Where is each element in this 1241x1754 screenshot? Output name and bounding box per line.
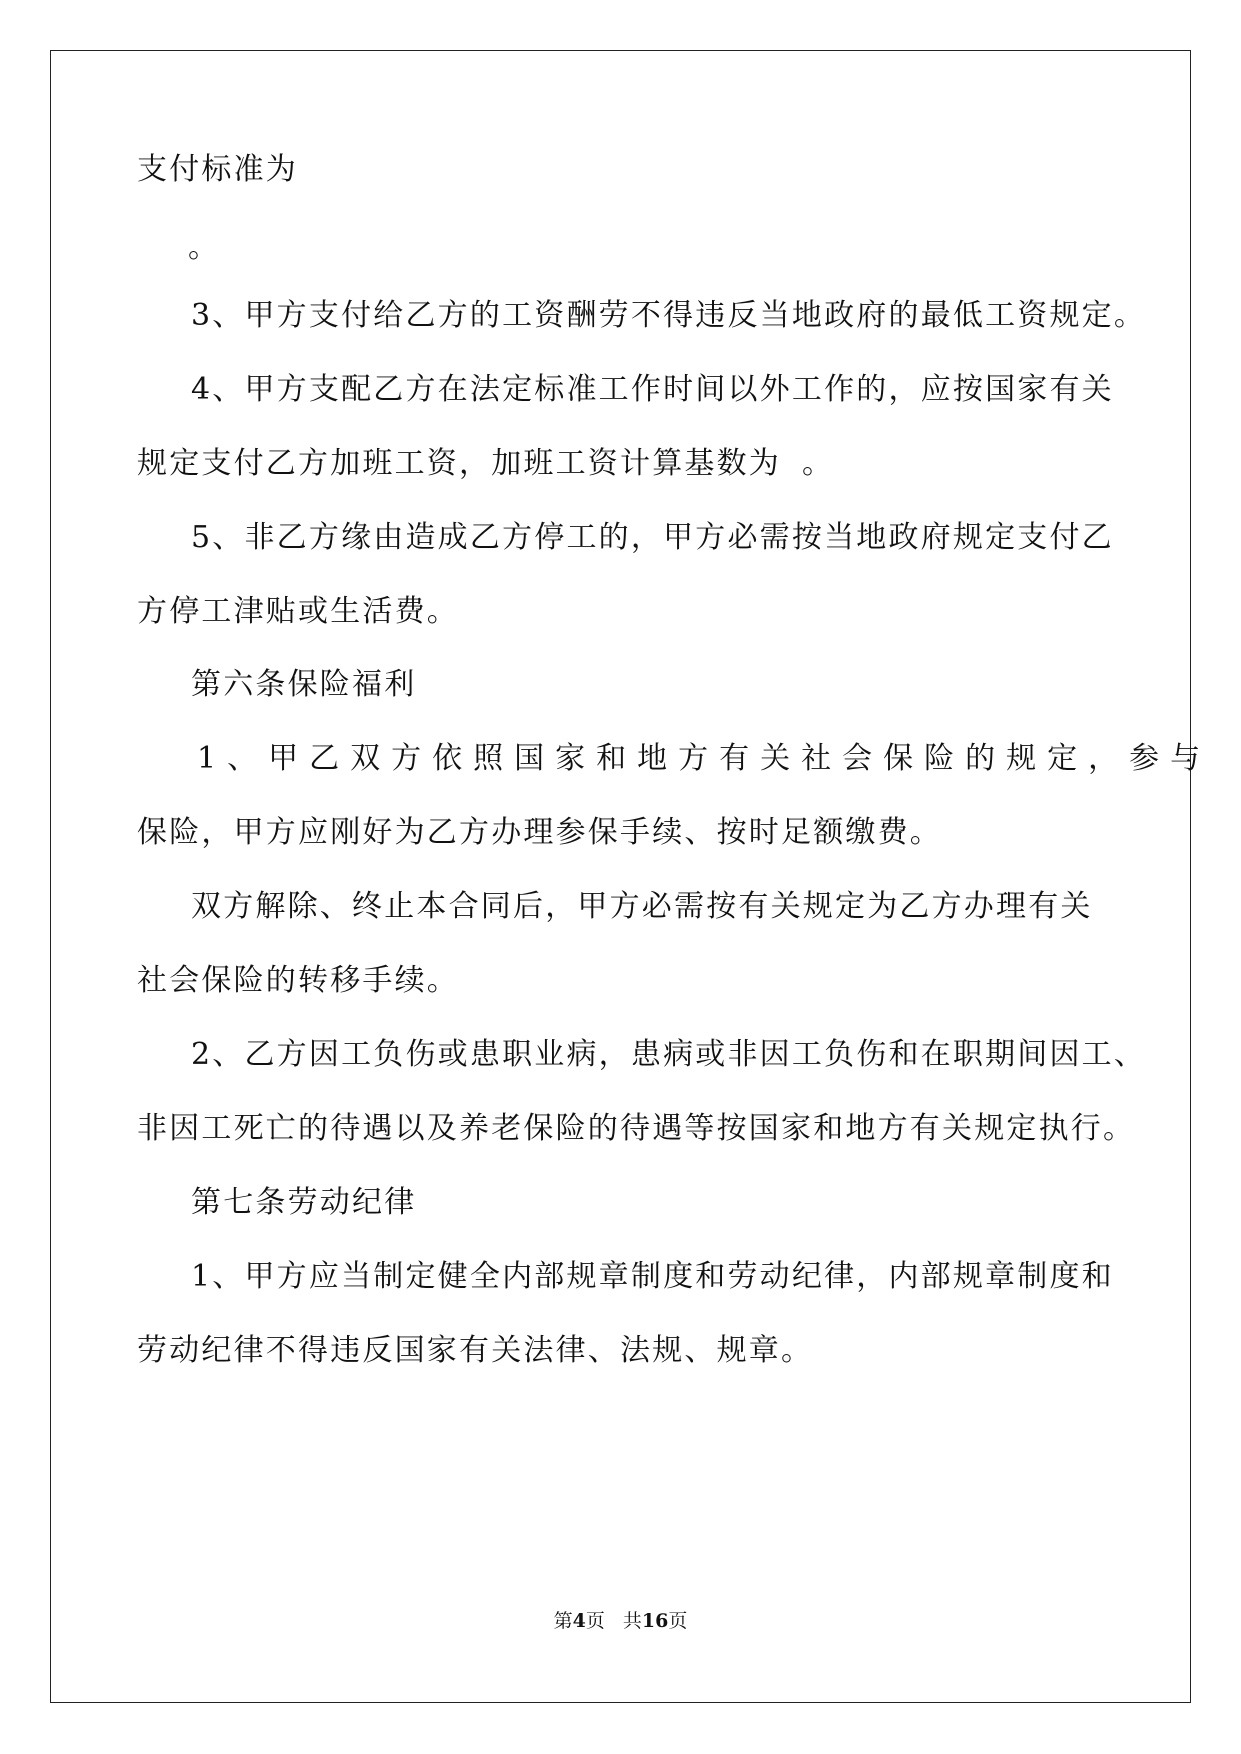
footer-prefix: 第 bbox=[553, 1610, 573, 1632]
text-line-5: 规定支付乙方加班工资，加班工资计算基数为 bbox=[137, 446, 781, 481]
text-line-6: 。 bbox=[802, 446, 835, 481]
text-line-8: 方停工津贴或生活费。 bbox=[137, 594, 459, 629]
section-heading-7: 第七条劳动纪律 bbox=[191, 1185, 417, 1220]
text-line-1: 支付标准为 bbox=[137, 152, 298, 187]
text-line-10: 1、甲乙双方依照国家和地方有关社会保险的规定，参与 bbox=[197, 741, 1212, 776]
footer-total-suffix: 页 bbox=[668, 1610, 688, 1632]
footer-page-suffix: 页 bbox=[585, 1610, 605, 1632]
text-line-18: 劳动纪律不得违反国家有关法律、法规、规章。 bbox=[137, 1333, 814, 1368]
text-line-13: 社会保险的转移手续。 bbox=[137, 963, 459, 998]
text-line-17: 1、甲方应当制定健全内部规章制度和劳动纪律，内部规章制度和 bbox=[191, 1259, 1114, 1294]
text-line-2: 。 bbox=[188, 230, 221, 265]
text-line-4: 4、甲方支配乙方在法定标准工作时间以外工作的，应按国家有关 bbox=[191, 372, 1114, 407]
text-line-14: 2、乙方因工负伤或患职业病，患病或非因工负伤和在职期间因工、 bbox=[191, 1037, 1147, 1072]
total-pages-number: 16 bbox=[641, 1610, 669, 1632]
page-footer bbox=[0, 1609, 1241, 1633]
footer-total-prefix: 共 bbox=[622, 1610, 642, 1632]
text-line-3: 3、甲方支付给乙方的工资酬劳不得违反当地政府的最低工资规定。 bbox=[191, 298, 1147, 333]
text-line-11: 保险，甲方应刚好为乙方办理参保手续、按时足额缴费。 bbox=[137, 815, 942, 850]
text-line-15: 非因工死亡的待遇以及养老保险的待遇等按国家和地方有关规定执行。 bbox=[137, 1111, 1136, 1146]
section-heading-6: 第六条保险福利 bbox=[191, 667, 417, 702]
text-line-7: 5、非乙方缘由造成乙方停工的，甲方必需按当地政府规定支付乙 bbox=[191, 520, 1114, 555]
text-line-12: 双方解除、终止本合同后，甲方必需按有关规定为乙方办理有关 bbox=[191, 889, 1093, 924]
current-page-number: 4 bbox=[572, 1610, 586, 1632]
